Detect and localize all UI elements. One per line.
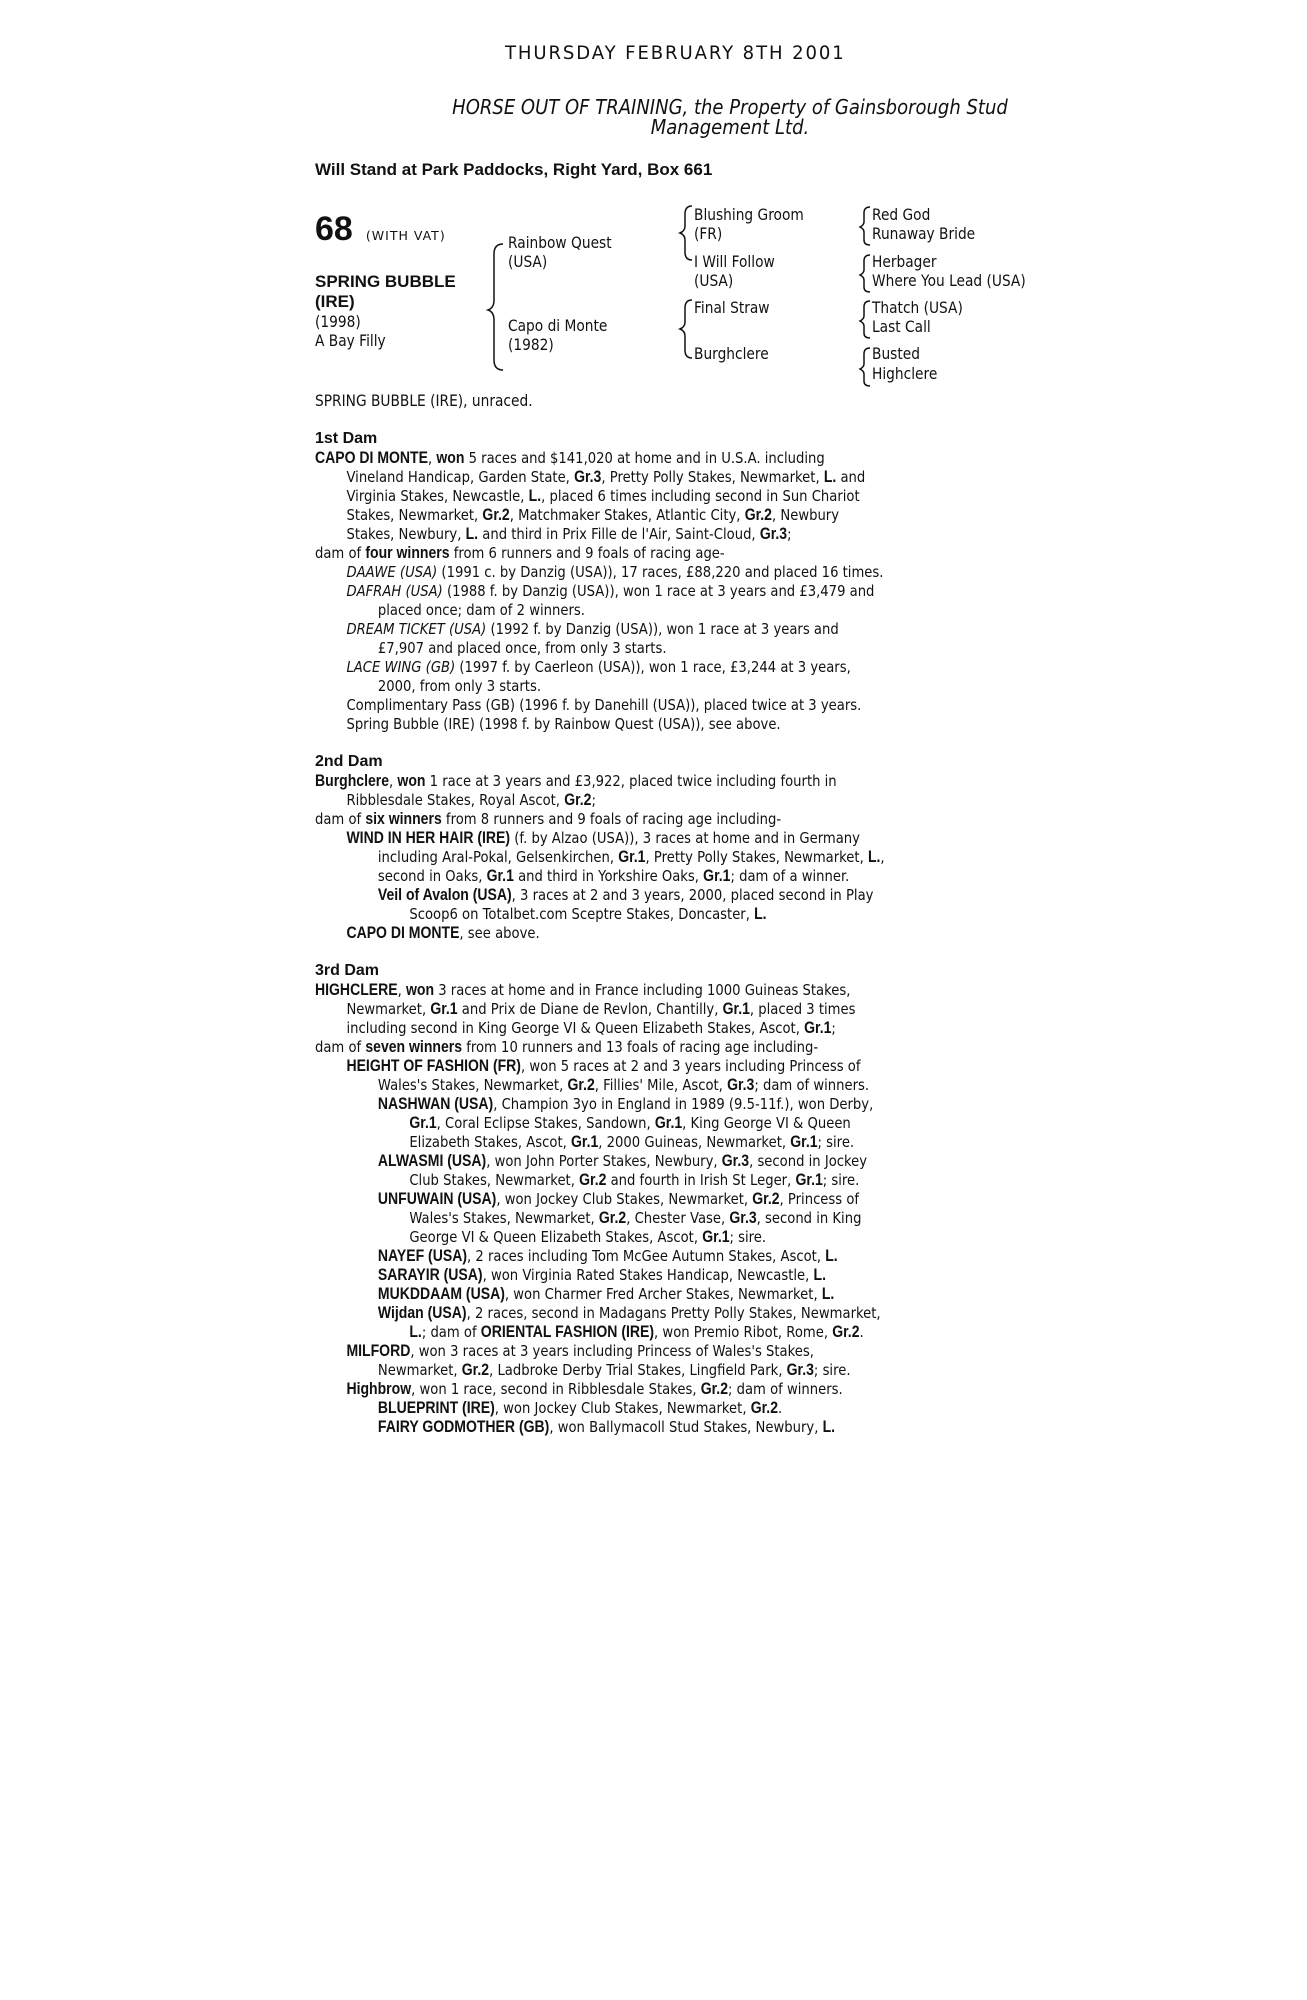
first-dam-body: [315, 449, 883, 734]
pedigree-line: Spring Bubble (IRE) (1998 f. by Rainbow Quest (USA)), see above.: [346, 715, 781, 733]
pedigree-line: Virginia Stakes, Newcastle, L., placed 6 times including second in Sun Chariot: [346, 487, 860, 505]
pedigree-line: ALWASMI (USA), won John Porter Stakes, Newbury, Gr.3, second in Jockey: [377, 1152, 868, 1170]
pedigree-line: Scoop6 on Totalbet.com Sceptre Stakes, Doncaster, L.: [409, 905, 767, 923]
pedigree-line: FAIRY GODMOTHER (GB), won Ballymacoll Stud Stakes, Newbury, L.: [377, 1418, 836, 1436]
ggp-busted: Busted: [872, 344, 920, 363]
pedigree-line: WIND IN HER HAIR (IRE) (f. by Alzao (USA)), 3 races at home and in Germany: [346, 829, 860, 847]
lot-number: 68: [315, 210, 353, 248]
sire-name: [508, 233, 612, 271]
pedigree-line: MILFORD, won 3 races at 3 years including Princess of Wales's Stakes,: [346, 1342, 814, 1360]
pedigree-line: dam of six winners from 8 runners and 9 foals of racing age including-: [315, 810, 782, 828]
horse-name-line-2: (IRE): [315, 292, 355, 311]
ggp-thatch: Thatch (USA): [872, 298, 963, 317]
ggp-red-god: Red God: [872, 205, 931, 224]
subtitle-line-2: Management Ltd.: [650, 115, 810, 139]
brace-herbager: [860, 255, 870, 292]
pedigree-line: Highbrow, won 1 race, second in Ribblesdale Stakes, Gr.2; dam of winners.: [346, 1380, 843, 1398]
sale-date: THURSDAY FEBRUARY 8TH 2001: [504, 42, 846, 64]
subtitle-line-1: HORSE OUT OF TRAINING, the Property of Gainsborough Stud: [452, 95, 1008, 119]
first-dam-title: 1st Dam: [315, 430, 378, 447]
pedigree-line: Gr.1, Coral Eclipse Stakes, Sandown, Gr.1, King George VI & Queen: [409, 1114, 851, 1132]
ggp-where-you-lead: Where You Lead (USA): [872, 271, 1026, 290]
pedigree-line: Veil of Avalon (USA), 3 races at 2 and 3 years, 2000, placed second in Play: [377, 886, 874, 904]
vat-note: (WITH VAT): [365, 228, 446, 243]
dam-sire-name: Final Straw: [694, 298, 770, 317]
dam-dam-name: Burghclere: [694, 344, 769, 363]
second-dam-body: [315, 772, 885, 943]
pedigree-line: NAYEF (USA), 2 races including Tom McGee Autumn Stakes, Ascot, L.: [377, 1247, 838, 1265]
pedigree-line: L.; dam of ORIENTAL FASHION (IRE), won Premio Ribot, Rome, Gr.2.: [409, 1323, 864, 1341]
pedigree-line: dam of four winners from 6 runners and 9 foals of racing age-: [315, 544, 725, 562]
pedigree-line: BLUEPRINT (IRE), won Jockey Club Stakes, Newmarket, Gr.2.: [377, 1399, 783, 1417]
pedigree-line: UNFUWAIN (USA), won Jockey Club Stakes, Newmarket, Gr.2, Princess of: [377, 1190, 860, 1208]
pedigree-line: Club Stakes, Newmarket, Gr.2 and fourth in Irish St Leger, Gr.1; sire.: [409, 1171, 860, 1189]
pedigree-line: Ribblesdale Stakes, Royal Ascot, Gr.2;: [346, 791, 596, 809]
pedigree-line: placed once; dam of 2 winners.: [377, 601, 585, 619]
pedigree-line: including second in King George VI & Queen Elizabeth Stakes, Ascot, Gr.1;: [346, 1019, 836, 1037]
third-dam-title: 3rd Dam: [315, 962, 380, 979]
pedigree-line: DREAM TICKET (USA) (1992 f. by Danzig (USA)), won 1 race at 3 years and: [346, 620, 839, 638]
horse-description: A Bay Filly: [315, 331, 386, 350]
second-dam-title: 2nd Dam: [315, 753, 383, 770]
pedigree-line: Elizabeth Stakes, Ascot, Gr.1, 2000 Guineas, Newmarket, Gr.1; sire.: [409, 1133, 855, 1151]
pedigree-line: CAPO DI MONTE, won 5 races and $141,020 at home and in U.S.A. including: [315, 449, 825, 467]
brace-busted: [860, 348, 870, 386]
pedigree-line: including Aral-Pokal, Gelsenkirchen, Gr.1, Pretty Polly Stakes, Newmarket, L.,: [377, 848, 885, 866]
pedigree-line: Wales's Stakes, Newmarket, Gr.2, Chester Vase, Gr.3, second in King: [409, 1209, 862, 1227]
horse-year: (1998): [315, 312, 361, 331]
sire-line-1: Rainbow Quest: [508, 233, 612, 252]
pedigree-line: Wales's Stakes, Newmarket, Gr.2, Fillies' Mile, Ascot, Gr.3; dam of winners.: [377, 1076, 870, 1094]
pedigree-braces: [0, 0, 1307, 420]
pedigree-line: Stakes, Newbury, L. and third in Prix Fille de l'Air, Saint-Cloud, Gr.3;: [346, 525, 792, 543]
pedigree-line: Wijdan (USA), 2 races, second in Madagans Pretty Polly Stakes, Newmarket,: [377, 1304, 881, 1322]
sire-sire-line-2: (FR): [694, 224, 723, 243]
ggp-runaway-bride: Runaway Bride: [872, 224, 976, 243]
brace-dam: [680, 300, 692, 358]
sire-dam-name: [694, 252, 775, 290]
pedigree-line: MUKDDAAM (USA), won Charmer Fred Archer Stakes, Newmarket, L.: [377, 1285, 835, 1303]
pedigree-line: £7,907 and placed once, from only 3 starts.: [377, 639, 667, 657]
brace-main: [488, 244, 503, 370]
pedigree-line: George VI & Queen Elizabeth Stakes, Ascot, Gr.1; sire.: [409, 1228, 767, 1246]
pedigree-line: DAFRAH (USA) (1988 f. by Danzig (USA)), won 1 race at 3 years and £3,479 and: [346, 582, 875, 600]
horse-name-line-1: SPRING BUBBLE: [315, 272, 456, 291]
sire-dam-line-2: (USA): [694, 271, 734, 290]
sire-sire-name: [694, 205, 804, 243]
dam-name: [508, 316, 607, 354]
pedigree-line: second in Oaks, Gr.1 and third in Yorkshire Oaks, Gr.1; dam of a winner.: [377, 867, 850, 885]
ggp-last-call: Last Call: [872, 317, 931, 336]
race-record: SPRING BUBBLE (IRE), unraced.: [315, 391, 533, 410]
dam-line-1: Capo di Monte: [508, 316, 608, 335]
pedigree-line: DAAWE (USA) (1991 c. by Danzig (USA)), 17 races, £88,220 and placed 16 times.: [346, 563, 884, 581]
pedigree-line: Burghclere, won 1 race at 3 years and £3,922, placed twice including fourth in: [315, 772, 837, 790]
brace-sire: [680, 206, 692, 260]
pedigree-line: HEIGHT OF FASHION (FR), won 5 races at 2 and 3 years including Princess of: [346, 1057, 861, 1075]
ggp-herbager: Herbager: [872, 252, 937, 271]
pedigree-line: Stakes, Newmarket, Gr.2, Matchmaker Stakes, Atlantic City, Gr.2, Newbury: [346, 506, 840, 524]
sire-dam-line-1: I Will Follow: [694, 252, 775, 271]
pedigree-line: Vineland Handicap, Garden State, Gr.3, Pretty Polly Stakes, Newmarket, L. and: [346, 468, 866, 486]
sire-line-2: (USA): [508, 252, 548, 271]
brace-red-god: [860, 207, 870, 245]
stand-location: Will Stand at Park Paddocks, Right Yard, Box 661: [315, 160, 713, 179]
pedigree-line: CAPO DI MONTE, see above.: [346, 924, 540, 942]
dam-line-2: (1982): [508, 335, 554, 354]
pedigree-line: HIGHCLERE, won 3 races at home and in France including 1000 Guineas Stakes,: [315, 981, 851, 999]
pedigree-line: 2000, from only 3 starts.: [377, 677, 542, 695]
brace-thatch: [860, 301, 870, 338]
ggp-highclere: Highclere: [872, 364, 938, 383]
pedigree-line: Newmarket, Gr.1 and Prix de Diane de Revlon, Chantilly, Gr.1, placed 3 times: [346, 1000, 856, 1018]
pedigree-line: LACE WING (GB) (1997 f. by Caerleon (USA)), won 1 race, £3,244 at 3 years,: [346, 658, 851, 676]
third-dam-body: [315, 981, 881, 1437]
pedigree-line: SARAYIR (USA), won Virginia Rated Stakes Handicap, Newcastle, L.: [377, 1266, 826, 1284]
pedigree-line: dam of seven winners from 10 runners and 13 foals of racing age including-: [315, 1038, 819, 1056]
sire-sire-line-1: Blushing Groom: [694, 205, 804, 224]
pedigree-line: Newmarket, Gr.2, Ladbroke Derby Trial Stakes, Lingfield Park, Gr.3; sire.: [377, 1361, 851, 1379]
pedigree-line: Complimentary Pass (GB) (1996 f. by Danehill (USA)), placed twice at 3 years.: [346, 696, 862, 714]
pedigree-line: NASHWAN (USA), Champion 3yo in England in 1989 (9.5-11f.), won Derby,: [377, 1095, 874, 1113]
